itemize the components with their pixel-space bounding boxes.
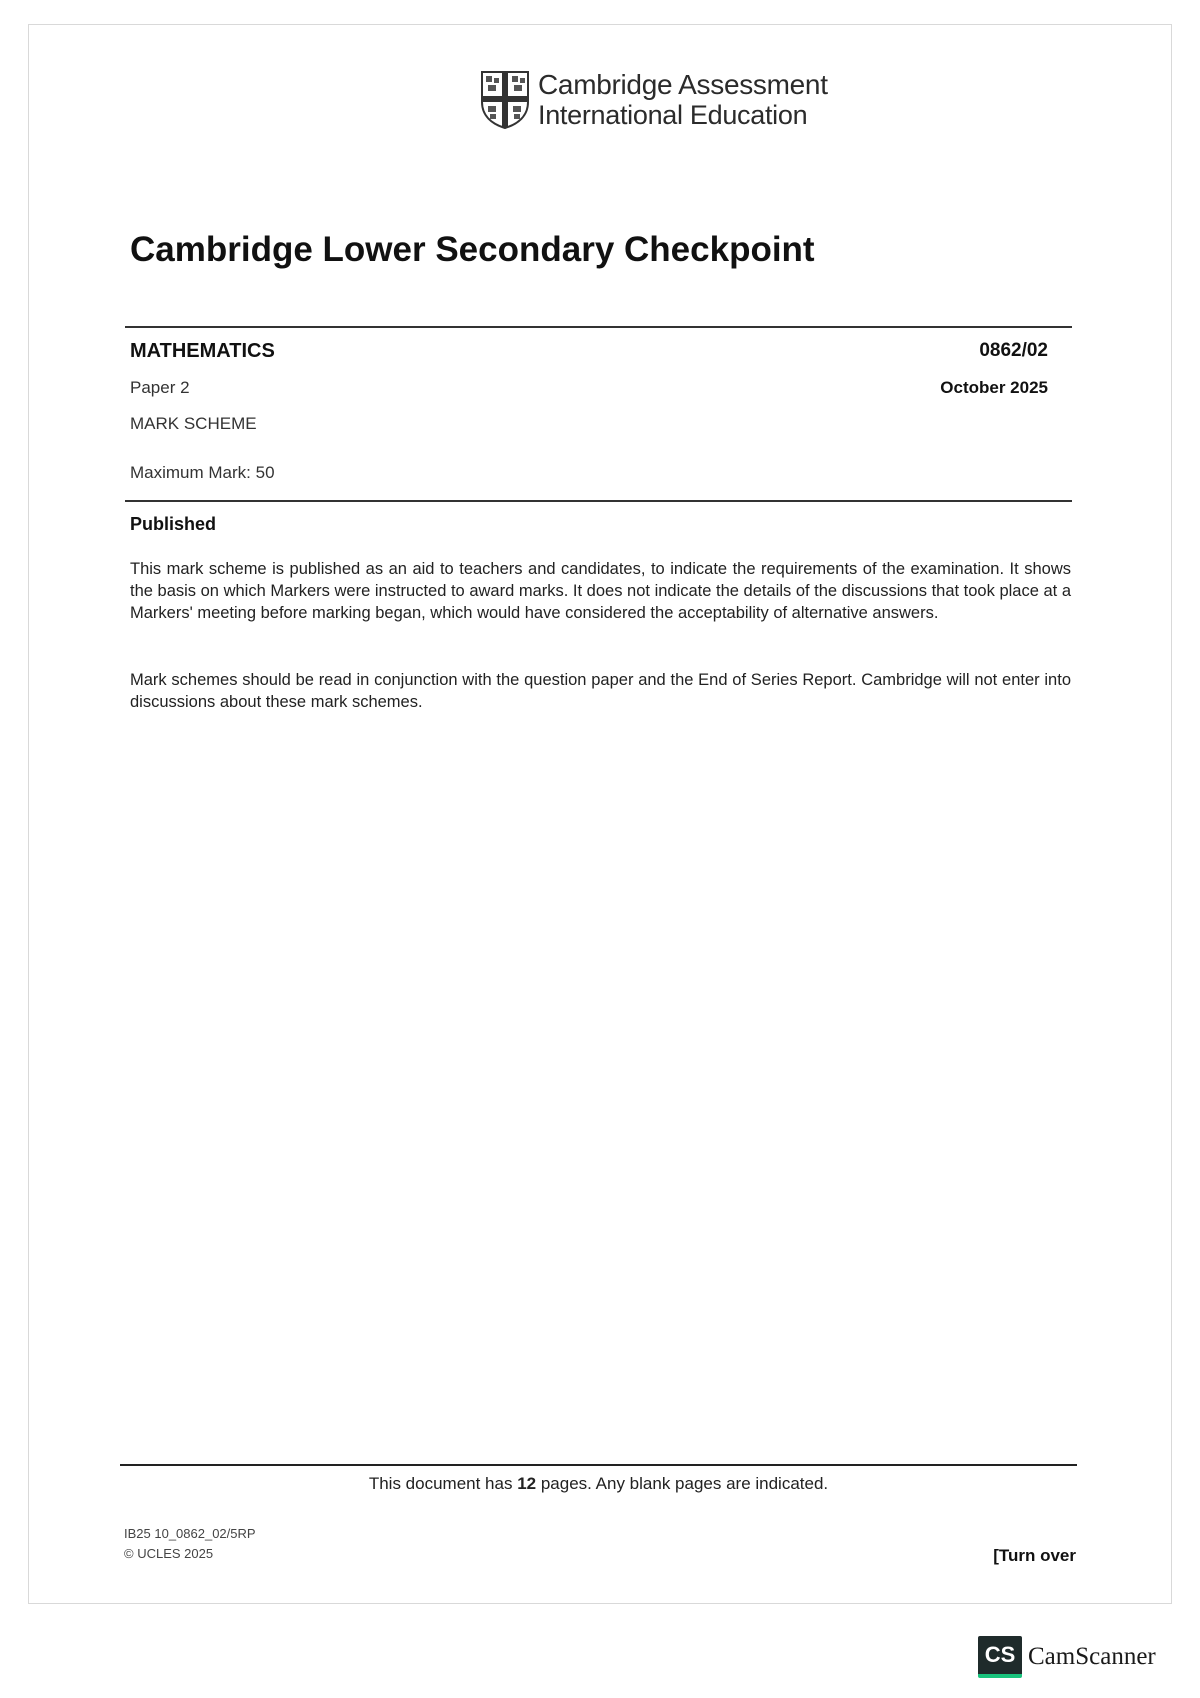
divider-footer — [120, 1464, 1077, 1466]
page-count-note — [120, 1474, 1077, 1494]
exam-session: October 2025 — [940, 378, 1048, 397]
document-title: Cambridge Lower Secondary Checkpoint — [130, 230, 815, 269]
page-count-number: 12 — [517, 1474, 537, 1493]
cambridge-crest-icon — [480, 70, 530, 130]
document-reference: IB25 10_0862_02/5RP — [124, 1526, 256, 1541]
camscanner-text: CamScanner — [1028, 1643, 1156, 1670]
intro-paragraph: This mark scheme is published as an aid to teachers and candidates, to indicate the requirements of the examination. It shows the basis on which Markers were instructed to award marks. It does not indicate the details of the discussions that took place at a Markers' meeting before marking began, which would have considered the acceptability of alternative answers. — [130, 560, 1071, 622]
copyright-notice: © UCLES 2025 — [124, 1546, 214, 1561]
logo-line1: Cambridge Assessment — [538, 69, 828, 100]
camscanner-logo-icon: CS — [978, 1636, 1022, 1678]
logo-line2: International Education — [538, 100, 808, 130]
turn-over-label: [Turn over — [993, 1546, 1076, 1565]
subject-label: MATHEMATICS — [130, 340, 275, 362]
camscanner-watermark — [978, 1636, 1156, 1678]
syllabus-code: 0862/02 — [979, 340, 1048, 361]
logo-wordmark — [538, 70, 828, 130]
paper-number: Paper 2 — [130, 378, 190, 397]
page-count-prefix: This document has — [368, 1474, 518, 1493]
divider-top — [125, 326, 1072, 328]
document-type: MARK SCHEME — [130, 414, 257, 433]
conjunction-paragraph: Mark schemes should be read in conjunction with the question paper and the End of Series Report. Cambridge will not enter into discussions about these mark schemes. — [130, 671, 1071, 711]
cambridge-logo — [480, 70, 828, 130]
page-count-suffix: pages. Any blank pages are indicated. — [536, 1474, 829, 1493]
divider-middle — [125, 500, 1072, 502]
published-heading: Published — [130, 514, 217, 534]
maximum-mark: Maximum Mark: 50 — [130, 463, 275, 482]
